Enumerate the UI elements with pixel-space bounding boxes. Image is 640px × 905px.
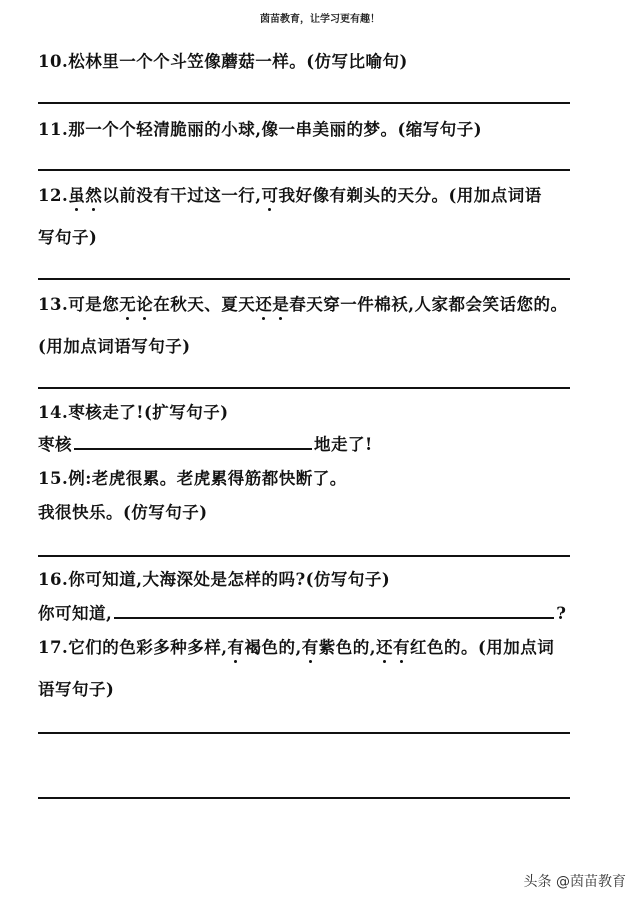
q13-dotted-char: 是 <box>272 291 289 315</box>
q17-text-c: 紫色的, <box>318 638 376 657</box>
q12-dotted-char: 可 <box>261 182 278 206</box>
question-15-line1: 15.例:老虎很累。老虎累得筋都快断了。 <box>38 469 347 488</box>
q12-dotted-char: 然 <box>85 182 102 206</box>
answer-line-17b[interactable] <box>38 797 570 799</box>
q14-prefix: 枣核 <box>38 435 72 454</box>
q12-text-a: 12. <box>38 186 69 205</box>
question-12-line2: 写句子) <box>38 228 98 247</box>
q12-text-c: 我好像有剃头的天分。(用加点词语 <box>278 186 542 205</box>
q17-text-b: 褐色的, <box>244 638 302 657</box>
question-15-line2: 我很快乐。(仿写句子) <box>38 503 208 522</box>
answer-line-12[interactable] <box>38 278 570 280</box>
q13-dotted-char: 无 <box>119 291 136 315</box>
question-17-line2: 语写句子) <box>38 680 115 699</box>
question-13-line1 <box>38 291 567 315</box>
q13-text-b: 在秋天、夏天 <box>153 295 256 314</box>
q17-dotted-char: 有 <box>302 634 319 658</box>
q16-blank[interactable] <box>114 616 554 619</box>
q17-dotted-char: 有 <box>393 634 410 658</box>
question-17-line1 <box>38 634 554 658</box>
q12-dotted-char: 虽 <box>68 182 85 206</box>
question-11: 11.那一个个轻清脆丽的小球,像一串美丽的梦。(缩写句子) <box>38 120 483 139</box>
question-10: 10.松林里一个个斗笠像蘑菇一样。(仿写比喻句) <box>38 52 408 71</box>
q17-dotted-char: 还 <box>376 634 393 658</box>
q13-text-a: 13.可是您 <box>38 295 120 314</box>
q13-dotted-char: 论 <box>136 291 153 315</box>
answer-line-10[interactable] <box>38 102 570 104</box>
watermark: 头条 @茵苗教育 <box>523 874 626 890</box>
q17-text-d: 红色的。(用加点词 <box>409 638 555 657</box>
q14-suffix: 地走了! <box>314 435 373 454</box>
answer-line-11[interactable] <box>38 169 570 171</box>
question-12-line1 <box>38 182 542 206</box>
q12-text-b: 以前没有干过这一行, <box>102 186 262 205</box>
q13-dotted-char: 还 <box>255 291 272 315</box>
question-13-line2: (用加点词语写句子) <box>38 337 191 356</box>
answer-line-15[interactable] <box>38 555 570 557</box>
q14-blank[interactable] <box>74 447 312 450</box>
question-16-fill <box>38 600 566 624</box>
answer-line-13[interactable] <box>38 387 570 389</box>
answer-line-17a[interactable] <box>38 732 570 734</box>
question-14: 14.枣核走了!(扩写句子) <box>38 403 229 422</box>
q17-dotted-char: 有 <box>227 634 244 658</box>
q17-text-a: 17.它们的色彩多种多样, <box>38 638 228 657</box>
page-header: 茵苗教育，让学习更有趣！ <box>260 14 380 25</box>
question-16: 16.你可知道,大海深处是怎样的吗?(仿写句子) <box>38 570 391 589</box>
q13-text-c: 春天穿一件棉袄,人家都会笑话您的。 <box>289 295 568 314</box>
question-14-fill <box>38 431 373 455</box>
q16-prefix: 你可知道, <box>38 604 113 623</box>
q16-suffix: ? <box>556 604 567 623</box>
